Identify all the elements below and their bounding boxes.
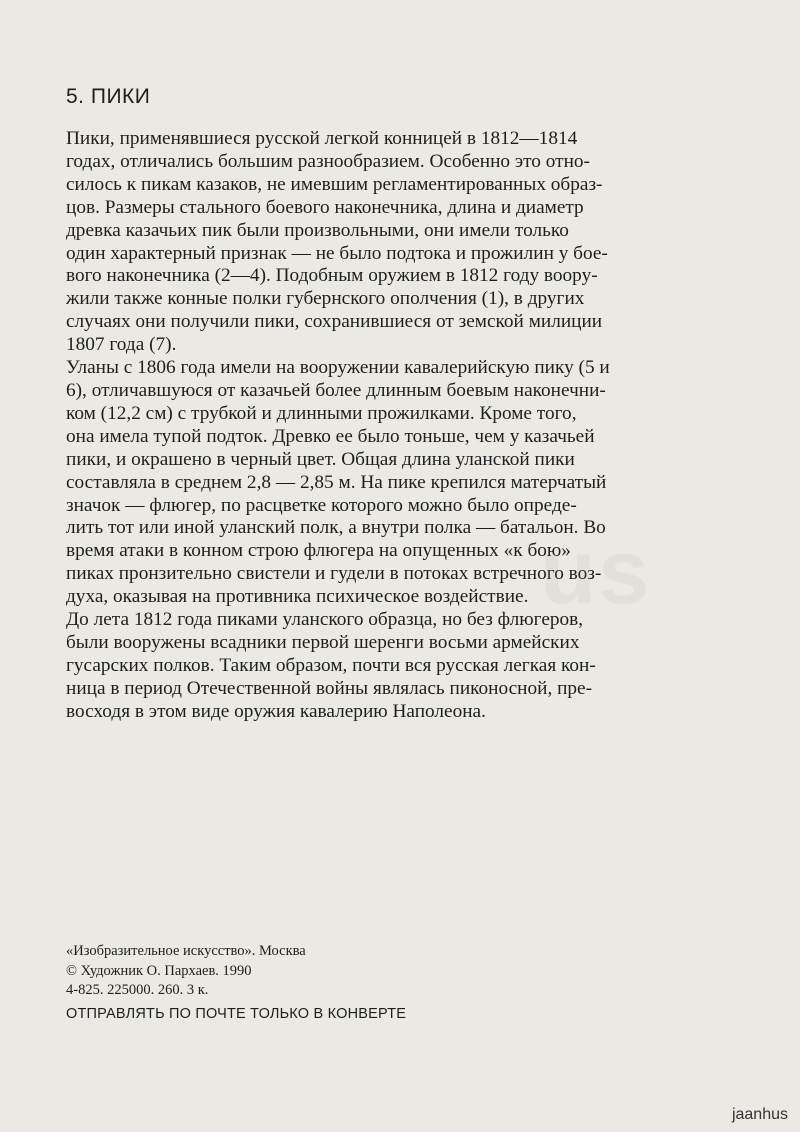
text-line: духа, оказывая на противника психическое воздействие. [66, 586, 529, 608]
text-line: Уланы с 1806 года имели на вооружении кавалерийскую пику (5 и [66, 357, 610, 379]
text-line: ком (12,2 см) с трубкой и длинными прожилками. Кроме того, [66, 402, 577, 424]
publisher-line: «Изобразительное искусство». Москва [66, 943, 306, 959]
text-line: значок — флюгер, по расцветке которого можно было опреде- [66, 494, 577, 516]
text-line: древка казачьих пик были произвольными, они имели только [66, 219, 569, 241]
corner-mark: jaanhus [731, 1106, 788, 1123]
text-line: пиках пронзительно свистели и гудели в потоках встречного воз- [66, 563, 602, 585]
text-line: лить тот или иной уланский полк, а внутри полка — батальон. Во [66, 517, 606, 539]
text-line: ница в период Отечественной войны являлась пиконосной, пре- [66, 677, 593, 699]
text-line: До лета 1812 года пиками уланского образца, но без флюгеров, [66, 609, 584, 631]
text-line: один характерный признак — не было подтока и прожилин у бое- [66, 242, 608, 264]
text-line: составляла в среднем 2,8 — 2,85 м. На пике крепился матерчатый [66, 471, 607, 493]
imprint-block [66, 942, 406, 1024]
text-line: жили также конные полки губернского ополчения (1), в других [66, 288, 585, 310]
artist-line: © Художник О. Пархаев. 1990 [66, 962, 252, 979]
text-line: вого наконечника (2—4). Подобным оружием в 1812 году воору- [66, 265, 598, 287]
article-body [66, 128, 726, 724]
section-heading: 5. ПИКИ [66, 85, 151, 108]
mailing-notice: ОТПРАВЛЯТЬ ПО ПОЧТЕ ТОЛЬКО В КОНВЕРТЕ [66, 1005, 407, 1022]
print-codes: 4-825. 225000. 260. 3 к. [66, 982, 209, 998]
text-line: она имела тупой подток. Древко ее было тоньше, чем у казачьей [66, 425, 595, 447]
text-line: силось к пикам казаков, не имевшим регламентированных образ- [66, 173, 603, 195]
text-line: были вооружены всадники первой шеренги восьми армейских [66, 631, 580, 653]
text-line: 6), отличавшуюся от казачьей более длинным боевым наконечни- [66, 379, 606, 401]
watermark: us [540, 521, 652, 623]
text-line: 1807 года (7). [66, 334, 177, 356]
text-line: гусарских полков. Таким образом, почти вся русская легкая кон- [66, 654, 596, 676]
text-line: пики, и окрашено в черный цвет. Общая длина уланской пики [66, 448, 575, 470]
text-line: Пики, применявшиеся русской легкой конницей в 1812—1814 [66, 128, 578, 149]
text-line: цов. Размеры стального боевого наконечника, длина и диаметр [66, 196, 584, 218]
text-line: годах, отличались большим разнообразием. Особенно это отно- [66, 150, 590, 172]
text-line: восходя в этом виде оружия кавалерию Наполеона. [66, 700, 486, 722]
text-line: случаях они получили пики, сохранившиеся от земской милиции [66, 311, 603, 333]
text-line: время атаки в конном строю флюгера на опущенных «к бою» [66, 540, 571, 562]
